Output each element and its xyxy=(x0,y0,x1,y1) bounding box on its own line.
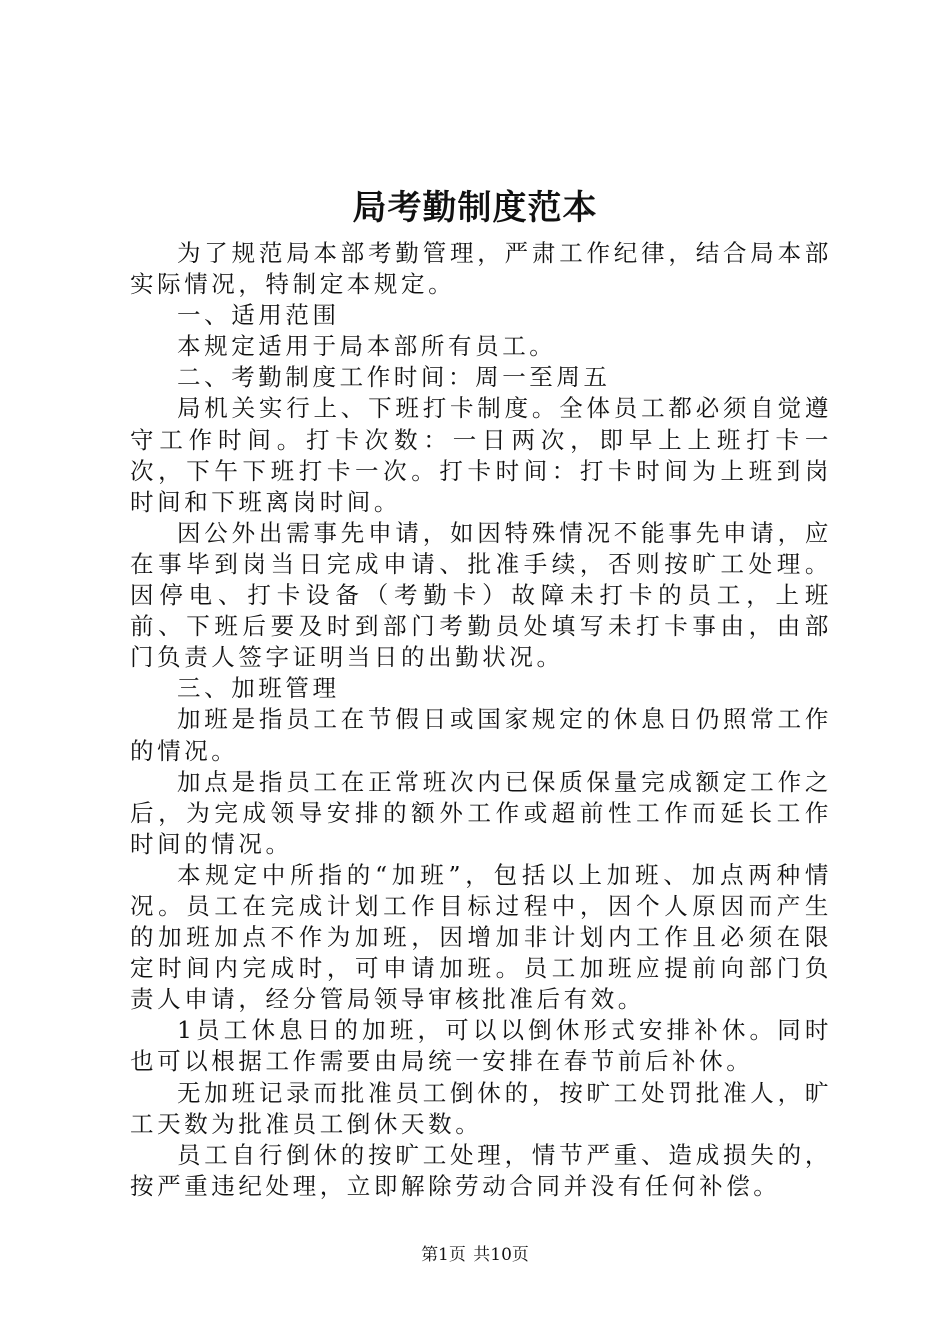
paragraph-scope: 本规定适用于局本部所有员工。 xyxy=(177,332,557,361)
paragraph-no-record-penalty: 无加班记录而批准员工倒休的，按旷工处罚批准人，旷工天数为批准员工倒休天数。 xyxy=(130,1078,832,1138)
document-body xyxy=(130,238,832,1202)
section-heading-work-time: 二、考勤制度工作时间：周一至周五 xyxy=(177,363,611,392)
paragraph-business-trip: 因公外出需事先申请，如因特殊情况不能事先申请，应在事毕到岗当日完成申请、批准手续，否则按旷工处理。因停电、打卡设备（考勤卡）故障未打卡的员工，上班前、下班后要及时到部门考勤员处填写未打卡事由，由部门负责人签字证明当日的出勤状况。 xyxy=(130,518,832,672)
paragraph-rest-day-overtime: 1员工休息日的加班，可以以倒休形式安排补休。同时也可以根据工作需要由局统一安排在春节前后补休。 xyxy=(130,1016,832,1076)
page-footer xyxy=(0,1244,950,1266)
paragraph-self-leave-penalty: 员工自行倒休的按旷工处理，情节严重、造成损失的，按严重违纪处理，立即解除劳动合同并没有任何补偿。 xyxy=(130,1140,832,1200)
paragraph-overtime-definition: 加班是指员工在节假日或国家规定的休息日仍照常工作的情况。 xyxy=(130,705,832,765)
paragraph-intro: 为了规范局本部考勤管理，严肃工作纪律，结合局本部实际情况，特制定本规定。 xyxy=(130,239,832,299)
paragraph-extra-hours-definition: 加点是指员工在正常班次内已保质保量完成额定工作之后，为完成领导安排的额外工作或超前性工作而延长工作时间的情况。 xyxy=(130,767,832,858)
paragraph-overtime-rules: 本规定中所指的“加班”，包括以上加班、加点两种情况。员工在完成计划工作目标过程中，因个人原因而产生的加班加点不作为加班，因增加非计划内工作且必须在限定时间内完成时，可申请加班。员工加班应提前向部门负责人申请，经分管局领导审核批准后有效。 xyxy=(130,860,832,1014)
document-title: 局考勤制度范本 xyxy=(352,188,598,228)
page-number: 第1页 xyxy=(421,1245,466,1265)
page-total: 共10页 xyxy=(473,1245,529,1265)
section-heading-scope: 一、适用范围 xyxy=(177,301,340,330)
section-heading-overtime: 三、加班管理 xyxy=(177,674,340,703)
paragraph-clock-in: 局机关实行上、下班打卡制度。全体员工都必须自觉遵守工作时间。打卡次数：一日两次，即早上上班打卡一次，下午下班打卡一次。打卡时间：打卡时间为上班到岗时间和下班离岗时间。 xyxy=(130,394,832,516)
